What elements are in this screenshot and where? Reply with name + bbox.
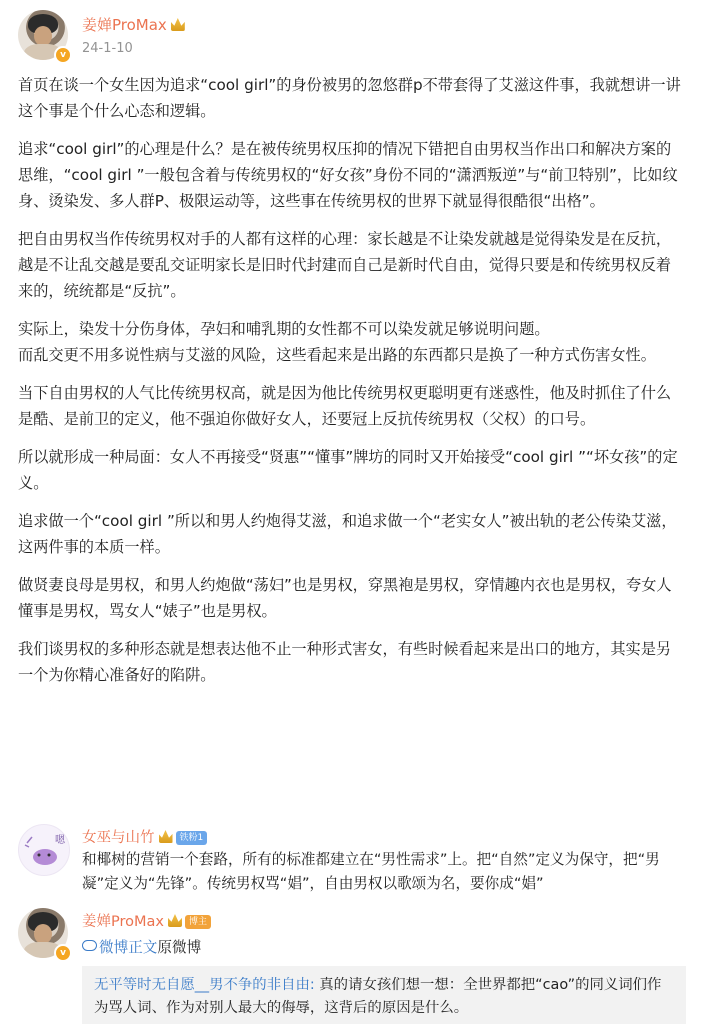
verified-badge-icon: v	[54, 46, 72, 64]
post-paragraph: 我们谈男权的多种形态就是想表达他不止一种形式害女，有些时候看起来是出口的地方，其实是另一个为你精心准备好的陷阱。	[18, 640, 672, 684]
post-paragraph: 做贤妻良母是男权，和男人约炮做“荡妇”也是男权，穿黑袍是男权，穿情趣内衣也是男权，夸女人懂事是男权，骂女人“婊子”也是男权。	[18, 576, 672, 620]
post-header	[18, 10, 678, 66]
post-body	[18, 72, 686, 700]
comment-item	[18, 824, 686, 894]
comment-text: 和椰树的营销一个套路，所有的标准都建立在“男性需求”上。把“自然”定义为保守，把“男凝”定义为“先锋”。传统男权骂“娼”，自由男权以歌颂为名，要你成“娼”	[82, 851, 660, 892]
post-paragraph: 追求“cool girl”的心理是什么？是在被传统男权压抑的情况下错把自由男权当作出口和解决方案的思维，“cool girl ”一般包含着与传统男权的“好女孩”身份不同的“潇洒叛逆”与“前卫特别”，比如纹身、烫染发、多人群P、极限运动等，这些事在传统男权的世界下就显得很酷很“出格”。	[18, 140, 678, 210]
source-line: 微博正文原微博	[82, 936, 201, 957]
author-tag: 博主	[185, 915, 211, 929]
crown-badge-icon	[171, 18, 185, 31]
fan-tag: 铁粉1	[176, 831, 208, 845]
avatar-text: 嗯	[55, 835, 65, 846]
post-paragraph: 追求做一个“cool girl ”所以和男人约炮得艾滋，和追求做一个“老实女人”被出轨的老公传染艾滋，这两件事的本质一样。	[18, 512, 677, 556]
post-paragraph: 实际上，染发十分伤身体，孕妇和哺乳期的女性都不可以染发就足够说明问题。 而乱交更不用多说性病与艾滋的风险，这些看起来是出路的东西都只是换了一种方式伤害女性。	[18, 320, 656, 364]
quoted-user[interactable]: 无平等时无自愿__男不争的非自由:	[94, 977, 315, 993]
commenter-avatar[interactable]	[18, 824, 70, 876]
crown-badge-icon	[168, 914, 182, 927]
commenter-name[interactable]: 姜婵ProMax 博主	[82, 910, 211, 931]
post-paragraph: 所以就形成一种局面：女人不再接受“贤惠”“懂事”牌坊的同时又开始接受“cool girl ”“坏女孩”的定义。	[18, 448, 678, 492]
post-paragraph: 当下自由男权的人气比传统男权高，就是因为他比传统男权更聪明更有迷惑性，他及时抓住了什么是酷、是前卫的定义，他不强迫你做好女人，还要冠上反抗传统男权（父权）的口号。	[18, 384, 672, 428]
quoted-text: 真的请女孩们想一想：全世界都把“cao”的同义词们作为骂人词、作为对别人最大的侮辱，这背后的原因是什么。	[94, 977, 662, 1016]
comment-item	[18, 908, 686, 964]
source-link[interactable]: 微博正文	[82, 939, 157, 956]
crown-badge-icon	[159, 830, 173, 843]
author-name[interactable]: 姜婵ProMax	[82, 14, 185, 35]
post-paragraph: 首页在谈一个女生因为追求“cool girl”的身份被男的忽悠群p不带套得了艾滋这件事，我就想讲一讲这个事是个什么心态和逻辑。	[18, 76, 681, 120]
quoted-reply[interactable]	[82, 966, 686, 1024]
cloud-icon	[82, 940, 97, 951]
post-date: 24-1-10	[82, 41, 133, 56]
commenter-name[interactable]: 女巫与山竹 铁粉1	[82, 826, 207, 847]
verified-badge-icon: v	[54, 944, 72, 962]
post-paragraph: 把自由男权当作传统男权对手的人都有这样的心理：家长越是不让染发就越是觉得染发是在反抗，越是不让乱交越是要乱交证明家长是旧时代封建而自己是新时代自由，觉得只要是和传统男权反着来的，统统都是“反抗”。	[18, 230, 672, 300]
